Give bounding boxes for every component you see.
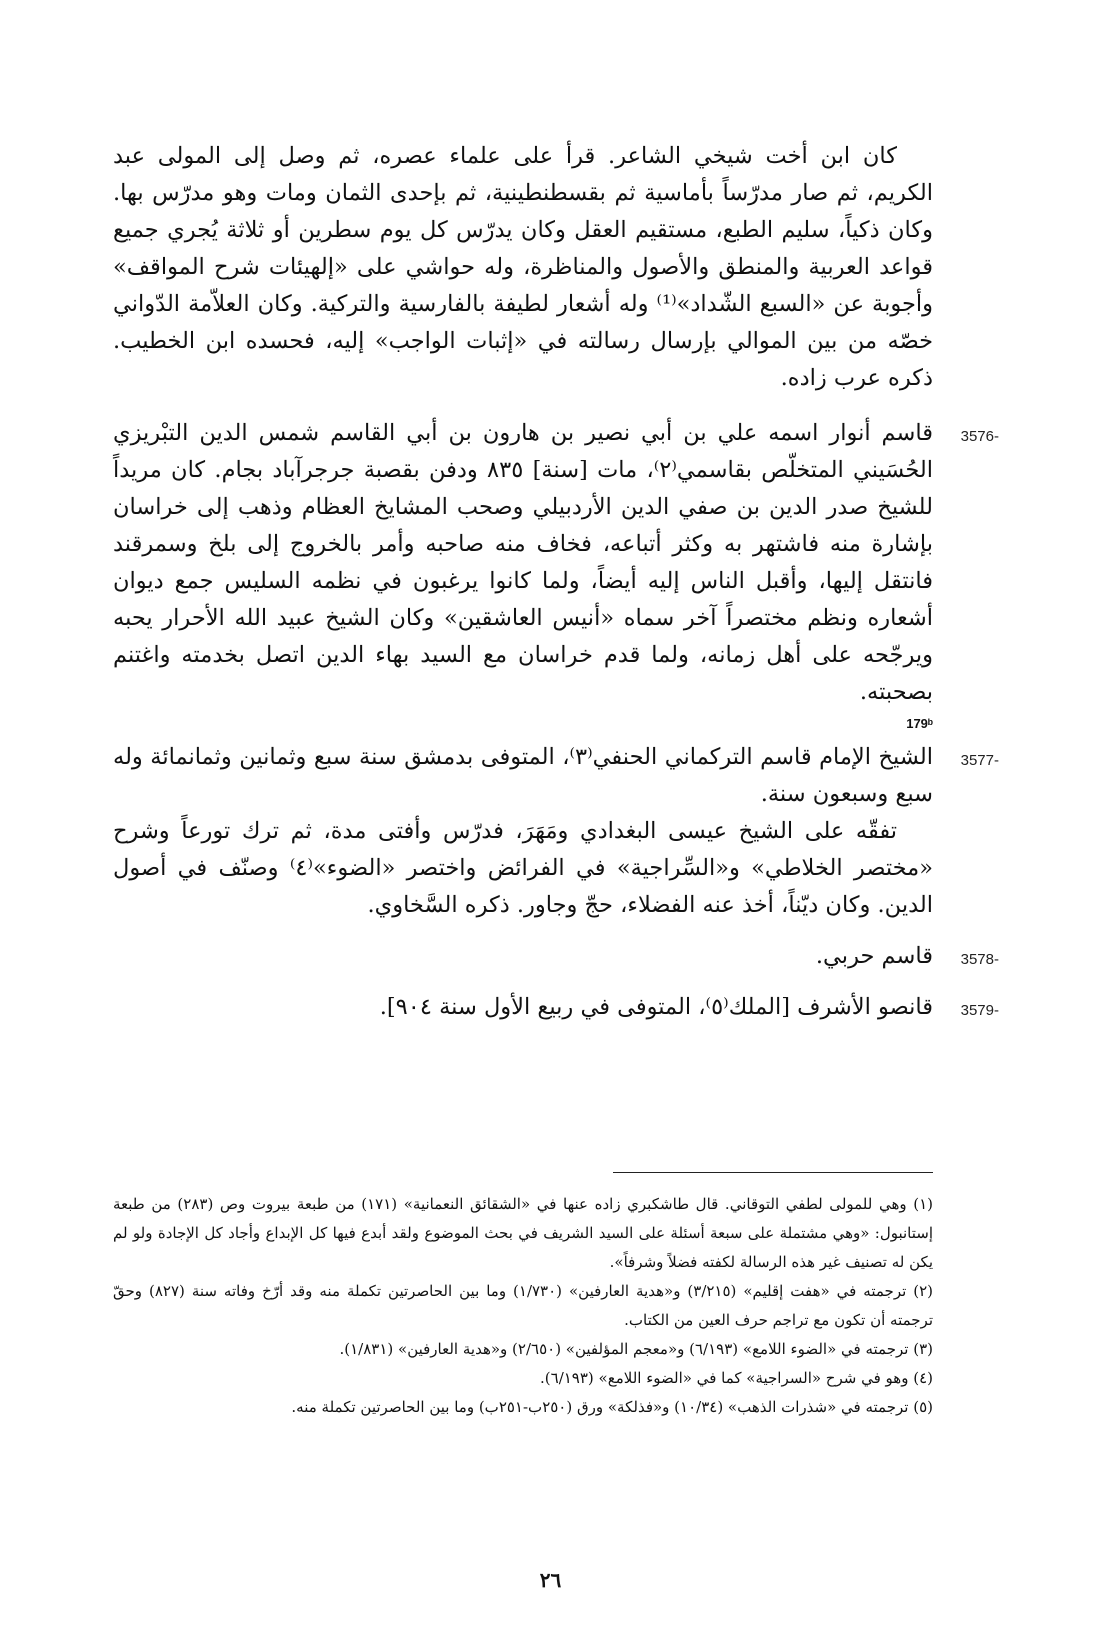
entry-number: 3577- bbox=[960, 752, 999, 769]
footnote: (٤) وهو في شرح «السراجية» كما في «الضوء اللامع» (٦/١٩٣). bbox=[540, 1369, 933, 1387]
entry-text: قاسم حربي. bbox=[815, 943, 933, 969]
footnote: (٢) ترجمته في «هفت إقليم» (٣/٢١٥) و«هدية العارفين» (١/٧٣٠) وما بين الحاصرتين تكملة منه وقد أرّخ وفاته سنة (٨٢٧) وحقّ ترجمته أن تكون مع تراجم حرف العين من الكتاب. bbox=[113, 1282, 934, 1329]
entry-3579 bbox=[113, 989, 999, 1026]
main-text bbox=[113, 138, 999, 1026]
entry-3578 bbox=[113, 938, 999, 975]
entry-text: قانصو الأشرف [الملك⁽٥⁾، المتوفى في ربيع الأول سنة ٩٠٤]. bbox=[379, 994, 933, 1020]
footnote: (٣) ترجمته في «الضوء اللامع» (٦/١٩٣) و«معجم المؤلفين» (٢/٦٥٠) و«هدية العارفين» (١/٨٣١). bbox=[339, 1340, 933, 1358]
entry-number: 3576- bbox=[960, 428, 999, 445]
footnote: (٥) ترجمته في «شذرات الذهب» (١٠/٣٤) و«فذلكة» ورق (٢٥٠ب-٢٥١ب) وما بين الحاصرتين تكملة منه. bbox=[291, 1398, 933, 1416]
entry-text: قاسم أنوار اسمه علي بن أبي نصير بن هارون بن أبي القاسم شمس الدين التبْريزي الحُسَيني المتخلّص بقاسمي⁽٢⁾، مات [سنة] ٨٣٥ ودفن بقصبة جرجرآباد بجام. كان مريداً للشيخ صدر الدين بن صفي الدين الأردبيلي وصحب المشايخ العظام وذهب إلى خراسان بإشارة منه فاشتهر به وكثر أتباعه، فخاف منه صاحبه وأمر بالخروج إلى بلخ وسمرقند فانتقل إليها، وأقبل الناس إليه أيضاً، ولما كانوا يرغبون في نظمه السليس جمع ديوان أشعاره ونظم مختصراً آخر سماه «أنيس العاشقين» وكان الشيخ عبيد الله الأحرار يحبه ويرجّحه على أهل زمانه، ولما قدم خراسان مع السيد بهاء الدين اتصل بخدمته واغتنم بصحبته. bbox=[113, 420, 933, 705]
footnote-divider bbox=[613, 1172, 933, 1173]
entry-text: الشيخ الإمام قاسم التركماني الحنفي⁽٣⁾، المتوفى بدمشق سنة سبع وثمانين وثمانمائة وله سبع وسبعون سنة. bbox=[113, 744, 933, 807]
entry-number: 3579- bbox=[960, 1002, 999, 1019]
entry-number: 3578- bbox=[960, 951, 999, 968]
footnotes bbox=[113, 1190, 933, 1422]
entry-continuation: تفقّه على الشيخ عيسى البغدادي ومَهَرَ، فدرّس وأفتى مدة، ثم ترك تورعاً وشرح «مختصر الخلاطي» و«السِّراجية» في الفرائض واختصر «الضوء»⁽٤⁾ وصنّف في أصول الدين. وكان ديّناً، أخذ عنه الفضلاء، حجّ وجاور. ذكره السَّخاوي. bbox=[113, 818, 933, 918]
manuscript-folio-note: 179ᵇ bbox=[906, 716, 933, 731]
opening-paragraph: كان ابن أخت شيخي الشاعر. قرأ على علماء عصره، ثم وصل إلى المولى عبد الكريم، ثم صار مدرّساً بأماسية ثم بقسطنطينية، ثم بإحدى الثمان ومات وهو مدرّس بها. وكان ذكياً، سليم الطبع، مستقيم العقل وكان يدرّس كل يوم سطرين أو ثلاثة يُجري جميع قواعد العربية والمنطق والأصول والمناظرة، وله حواشي على «إلهيئات شرح المواقف» وأجوبة عن «السبع الشّداد»⁽¹⁾ وله أشعار لطيفة بالفارسية والتركية. وكان العلاّمة الدّواني خصّه من بين الموالي بإرسال رسالته في «إثبات الواجب» إليه، فحسده ابن الخطيب. ذكره عرب زاده. bbox=[113, 143, 934, 391]
footnote: (١) وهي للمولى لطفي التوقاني. قال طاشكبري زاده عنها في «الشقائق النعمانية» (١٧١) من طبعة بيروت وص (٢٨٣) من طبعة إستانبول: «وهي مشتملة على سبعة أسئلة على السيد الشريف في بحث الموضوع ولقد أبدع فيها كل الإبداع وأجاد كل الإجادة ولو لم يكن له تصنيف غير هذه الرسالة لكفته فضلاً وشرفاً». bbox=[113, 1195, 933, 1271]
entry-3577 bbox=[113, 739, 999, 924]
entry-3576 bbox=[113, 415, 999, 711]
page-number: ٢٦ bbox=[539, 1568, 562, 1592]
